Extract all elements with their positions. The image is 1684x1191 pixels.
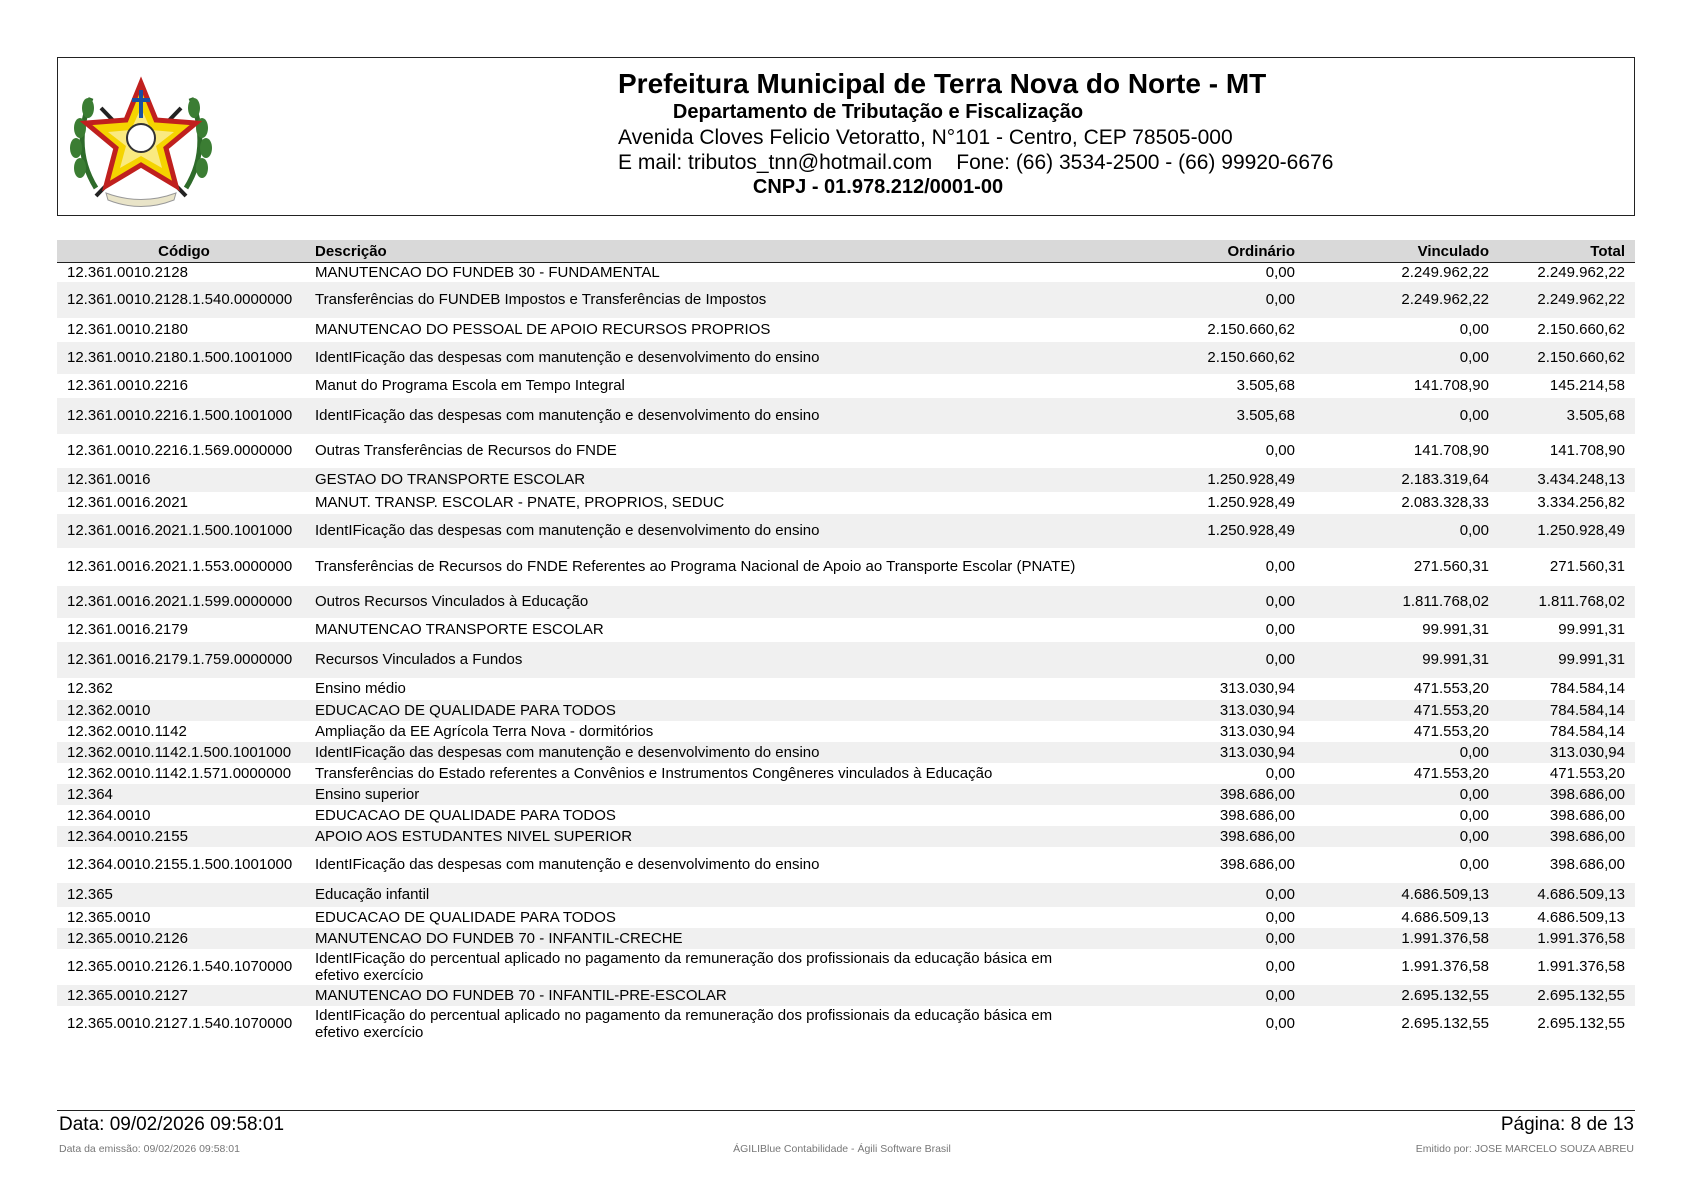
cell-linked: 471.553,20 (1413, 680, 1489, 697)
cell-linked: 99.991,31 (1305, 642, 1499, 678)
cell-total: 271.560,31 (1549, 558, 1625, 575)
cell-description: MANUTENCAO TRANSPORTE ESCOLAR (315, 621, 604, 638)
table-row (57, 678, 1635, 700)
cell-total: 3.434.248,13 (1499, 468, 1635, 492)
cell-ordinary: 2.150.660,62 (1207, 321, 1295, 338)
table-row (57, 805, 1635, 826)
footer-date: Data: 09/02/2026 09:58:01 (59, 1114, 285, 1135)
cell-ordinary: 398.686,00 (1111, 826, 1305, 847)
table-row (57, 282, 1635, 318)
cell-total: 1.811.768,02 (1499, 586, 1635, 618)
cell-code: 12.364.0010.2155 (57, 826, 311, 847)
cell-total: 398.686,00 (1499, 826, 1635, 847)
cell-description: GESTAO DO TRANSPORTE ESCOLAR (311, 468, 1111, 492)
cell-ordinary: 0,00 (1265, 764, 1295, 782)
cell-ordinary: 0,00 (1265, 908, 1295, 926)
cell-code: 12.361.0010.2180.1.500.1001000 (57, 342, 311, 374)
cell-ordinary: 0,00 (1265, 558, 1295, 575)
cell-code: 12.364.0010.2155.1.500.1001000 (67, 856, 293, 873)
cell-linked: 0,00 (1305, 342, 1499, 374)
cell-ordinary: 0,00 (1111, 928, 1305, 949)
cell-total: 784.584,14 (1499, 700, 1635, 721)
cell-total: 3.334.256,82 (1537, 494, 1625, 511)
cnpj: CNPJ - 01.978.212/0001-00 (752, 176, 1004, 199)
cell-code: 12.365.0010.2126 (57, 928, 311, 949)
cell-code: 12.362.0010 (57, 700, 311, 721)
cell-description: MANUTENCAO DO FUNDEB 30 - FUNDAMENTAL (315, 263, 660, 281)
cell-total: 398.686,00 (1549, 806, 1625, 824)
address: Avenida Cloves Felicio Vetoratto, N°101 - Centro, CEP 78505-000 (618, 126, 1233, 150)
cell-linked: 4.686.509,13 (1305, 883, 1499, 907)
cell-ordinary: 0,00 (1265, 1015, 1295, 1032)
cell-total: 784.584,14 (1549, 722, 1625, 740)
table-row (57, 318, 1635, 342)
table-row (57, 434, 1635, 468)
cell-description: IdentIFicação das despesas com manutenção e desenvolvimento do ensino (311, 742, 1111, 763)
cell-description: IdentIFicação das despesas com manutenção e desenvolvimento do ensino (311, 342, 1111, 374)
cell-ordinary: 398.686,00 (1219, 856, 1295, 873)
cell-total: 2.695.132,55 (1537, 1015, 1625, 1032)
cell-total: 4.686.509,13 (1499, 883, 1635, 907)
table-row (57, 548, 1635, 586)
table-header-row (57, 240, 1635, 263)
cell-description: IdentIFicação do percentual aplicado no pagamento da remuneração dos profissionais da educação básica em efetivo exercício (315, 949, 1053, 984)
cell-code: 12.361.0016.2179.1.759.0000000 (57, 642, 311, 678)
cell-description: Educação infantil (311, 883, 1111, 907)
cell-linked: 141.708,90 (1413, 442, 1489, 459)
cell-description: Manut do Programa Escola em Tempo Integral (315, 377, 625, 394)
contact-line (618, 151, 1334, 175)
cell-code: 12.361.0016.2179 (67, 621, 188, 638)
cell-ordinary: 313.030,94 (1111, 742, 1305, 763)
cell-total: 313.030,94 (1499, 742, 1635, 763)
cell-code: 12.364 (57, 784, 311, 805)
cell-code: 12.361.0016 (57, 468, 311, 492)
cell-ordinary: 398.686,00 (1111, 784, 1305, 805)
cell-description: EDUCACAO DE QUALIDADE PARA TODOS (315, 908, 616, 926)
table-row (57, 928, 1635, 949)
cell-code: 12.361.0016.2021.1.500.1001000 (57, 514, 311, 548)
cell-total: 99.991,31 (1558, 621, 1625, 638)
cell-total: 398.686,00 (1549, 856, 1625, 873)
cell-code: 12.361.0010.2216.1.500.1001000 (57, 398, 311, 434)
cell-total: 2.695.132,55 (1499, 985, 1635, 1006)
page-title: Prefeitura Municipal de Terra Nova do Norte - MT (618, 68, 1267, 99)
cell-ordinary: 0,00 (1111, 985, 1305, 1006)
cell-description: Transferências de Recursos do FNDE Referentes ao Programa Nacional de Apoio ao Transporte Escolar (PNATE) (315, 558, 1076, 575)
coat-of-arms-icon (66, 68, 216, 208)
cell-linked: 471.553,20 (1305, 700, 1499, 721)
cell-description: Transferências do FUNDEB Impostos e Transferências de Impostos (311, 282, 1111, 318)
cell-description: Transferências do Estado referentes a Convênios e Instrumentos Congêneres vinculados à Educação (315, 764, 993, 782)
table-row (57, 618, 1635, 642)
cell-linked: 471.553,20 (1413, 764, 1489, 782)
cell-code: 12.365.0010.2126.1.540.1070000 (67, 958, 293, 975)
cell-linked: 2.183.319,64 (1305, 468, 1499, 492)
phone: Fone: (66) 3534-2500 - (66) 99920-6676 (956, 151, 1334, 175)
cell-linked: 0,00 (1305, 826, 1499, 847)
cell-linked: 4.686.509,13 (1401, 908, 1489, 926)
cell-description: IdentIFicação das despesas com manutenção e desenvolvimento do ensino (311, 514, 1111, 548)
table-row (57, 342, 1635, 374)
cell-ordinary: 0,00 (1265, 621, 1295, 638)
cell-description: MANUTENCAO DO PESSOAL DE APOIO RECURSOS PROPRIOS (315, 321, 771, 338)
cell-description: Ensino médio (315, 680, 406, 697)
column-header-total: Total (1499, 240, 1635, 263)
cell-linked: 2.249.962,22 (1401, 263, 1489, 281)
cell-code: 12.361.0010.2216.1.569.0000000 (67, 442, 293, 459)
table-row (57, 949, 1635, 985)
cell-total: 784.584,14 (1549, 680, 1625, 697)
cell-description: Outras Transferências de Recursos do FNDE (315, 442, 617, 459)
cell-linked: 99.991,31 (1422, 621, 1489, 638)
table-row (57, 398, 1635, 434)
cell-description: Ampliação da EE Agrícola Terra Nova - dormitórios (315, 722, 654, 740)
cell-total: 2.249.962,22 (1537, 263, 1625, 281)
table-row (57, 492, 1635, 514)
cell-description: APOIO AOS ESTUDANTES NIVEL SUPERIOR (311, 826, 1111, 847)
issued-by: Emitido por: JOSE MARCELO SOUZA ABREU (1415, 1143, 1634, 1155)
cell-total: 141.708,90 (1549, 442, 1625, 459)
cell-total: 99.991,31 (1499, 642, 1635, 678)
table-row (57, 263, 1635, 282)
cell-code: 12.361.0010.2128 (67, 263, 188, 281)
table-row (57, 642, 1635, 678)
cell-ordinary: 0,00 (1265, 442, 1295, 459)
cell-linked: 271.560,31 (1413, 558, 1489, 575)
header-text (618, 68, 1334, 199)
cell-code: 12.361.0016.2021.1.599.0000000 (57, 586, 311, 618)
page-number: Página: 8 de 13 (1500, 1114, 1634, 1135)
cell-linked: 1.991.376,58 (1401, 958, 1489, 975)
cell-linked: 2.695.132,55 (1401, 1015, 1489, 1032)
column-header-linked: Vinculado (1305, 240, 1499, 263)
cell-code: 12.365.0010 (67, 908, 151, 926)
table-row (57, 883, 1635, 907)
budget-table (57, 240, 1635, 1042)
cell-linked: 2.695.132,55 (1305, 985, 1499, 1006)
cell-code: 12.365 (57, 883, 311, 907)
cell-code: 12.362.0010.1142 (67, 722, 187, 740)
cell-ordinary: 0,00 (1265, 263, 1295, 281)
table-row (57, 586, 1635, 618)
cell-total: 4.686.509,13 (1537, 908, 1625, 926)
cell-linked: 1.991.376,58 (1305, 928, 1499, 949)
cell-code: 12.361.0016.2021 (67, 494, 188, 511)
department-name: Departamento de Tributação e Fiscalização (672, 101, 1084, 124)
cell-linked: 0,00 (1305, 742, 1499, 763)
cell-ordinary: 313.030,94 (1219, 722, 1295, 740)
cell-description: IdentIFicação das despesas com manutenção e desenvolvimento do ensino (311, 398, 1111, 434)
cell-total: 2.150.660,62 (1499, 342, 1635, 374)
cell-ordinary: 0,00 (1111, 642, 1305, 678)
table-row (57, 985, 1635, 1006)
email: E mail: tributos_tnn@hotmail.com (618, 151, 933, 175)
cell-total: 398.686,00 (1499, 784, 1635, 805)
cell-ordinary: 1.250.928,49 (1111, 514, 1305, 548)
cell-linked: 471.553,20 (1413, 722, 1489, 740)
cell-total: 1.250.928,49 (1499, 514, 1635, 548)
cell-code: 12.362.0010.1142.1.500.1001000 (57, 742, 311, 763)
cell-code: 12.365.0010.2127 (57, 985, 311, 1006)
table-row (57, 784, 1635, 805)
cell-total: 145.214,58 (1549, 377, 1625, 394)
cell-code: 12.365.0010.2127.1.540.1070000 (67, 1015, 293, 1032)
cell-linked: 0,00 (1305, 398, 1499, 434)
cell-linked: 2.249.962,22 (1305, 282, 1499, 318)
column-header-description: Descrição (311, 240, 1111, 263)
cell-total: 471.553,20 (1549, 764, 1625, 782)
cell-linked: 0,00 (1305, 784, 1499, 805)
cell-linked: 1.811.768,02 (1305, 586, 1499, 618)
cell-linked: 0,00 (1459, 321, 1489, 338)
table-row (57, 721, 1635, 742)
cell-description: EDUCACAO DE QUALIDADE PARA TODOS (315, 806, 616, 824)
cell-total: 1.991.376,58 (1537, 958, 1625, 975)
cell-ordinary: 313.030,94 (1111, 700, 1305, 721)
cell-total: 2.150.660,62 (1537, 321, 1625, 338)
cell-total: 2.249.962,22 (1499, 282, 1635, 318)
cell-code: 12.361.0010.2180 (67, 321, 188, 338)
cell-description: Ensino superior (311, 784, 1111, 805)
cell-linked: 2.083.328,33 (1401, 494, 1489, 511)
table-row (57, 1006, 1635, 1042)
cell-ordinary: 0,00 (1111, 586, 1305, 618)
report-header (57, 57, 1635, 216)
cell-code: 12.362 (67, 680, 113, 697)
cell-description: MANUTENCAO DO FUNDEB 70 - INFANTIL-CRECHE (311, 928, 1111, 949)
table-row (57, 847, 1635, 883)
cell-ordinary: 1.250.928,49 (1111, 468, 1305, 492)
cell-description: Outros Recursos Vinculados à Educação (311, 586, 1111, 618)
cell-total: 3.505,68 (1499, 398, 1635, 434)
cell-linked: 0,00 (1305, 514, 1499, 548)
cell-ordinary: 0,00 (1265, 958, 1295, 975)
table-row (57, 700, 1635, 721)
cell-ordinary: 2.150.660,62 (1111, 342, 1305, 374)
cell-ordinary: 0,00 (1111, 883, 1305, 907)
cell-code: 12.362.0010.1142.1.571.0000000 (67, 764, 292, 782)
table-row (57, 374, 1635, 398)
cell-ordinary: 0,00 (1111, 282, 1305, 318)
cell-description: IdentIFicação do percentual aplicado no pagamento da remuneração dos profissionais da educação básica em efetivo exercício (315, 1006, 1053, 1041)
cell-description: Recursos Vinculados a Fundos (311, 642, 1111, 678)
cell-description: MANUTENCAO DO FUNDEB 70 - INFANTIL-PRE-ESCOLAR (311, 985, 1111, 1006)
table-row (57, 742, 1635, 763)
cell-ordinary: 398.686,00 (1219, 806, 1295, 824)
cell-description: MANUT. TRANSP. ESCOLAR - PNATE, PROPRIOS, SEDUC (315, 494, 725, 511)
cell-linked: 141.708,90 (1413, 377, 1489, 394)
cell-code: 12.361.0010.2216 (67, 377, 188, 394)
cell-linked: 0,00 (1459, 806, 1489, 824)
column-header-ordinary: Ordinário (1111, 240, 1305, 263)
table-row (57, 826, 1635, 847)
cell-total: 1.991.376,58 (1499, 928, 1635, 949)
column-header-code: Código (57, 240, 311, 263)
cell-ordinary: 313.030,94 (1219, 680, 1295, 697)
cell-code: 12.361.0010.2128.1.540.0000000 (57, 282, 311, 318)
software-credit: ÁGILIBlue Contabilidade - Ágili Software Brasil (733, 1143, 951, 1155)
cell-ordinary: 3.505,68 (1236, 377, 1295, 394)
table-row (57, 907, 1635, 928)
table-row (57, 763, 1635, 784)
cell-ordinary: 3.505,68 (1111, 398, 1305, 434)
cell-code: 12.361.0016.2021.1.553.0000000 (67, 558, 293, 575)
cell-linked: 0,00 (1459, 856, 1489, 873)
cell-description: IdentIFicação das despesas com manutenção e desenvolvimento do ensino (315, 856, 820, 873)
footer-divider (57, 1110, 1635, 1111)
cell-code: 12.364.0010 (67, 806, 151, 824)
emission-date: Data da emissão: 09/02/2026 09:58:01 (59, 1143, 240, 1155)
table-row (57, 468, 1635, 492)
table-row (57, 514, 1635, 548)
cell-description: EDUCACAO DE QUALIDADE PARA TODOS (311, 700, 1111, 721)
cell-ordinary: 1.250.928,49 (1207, 494, 1295, 511)
